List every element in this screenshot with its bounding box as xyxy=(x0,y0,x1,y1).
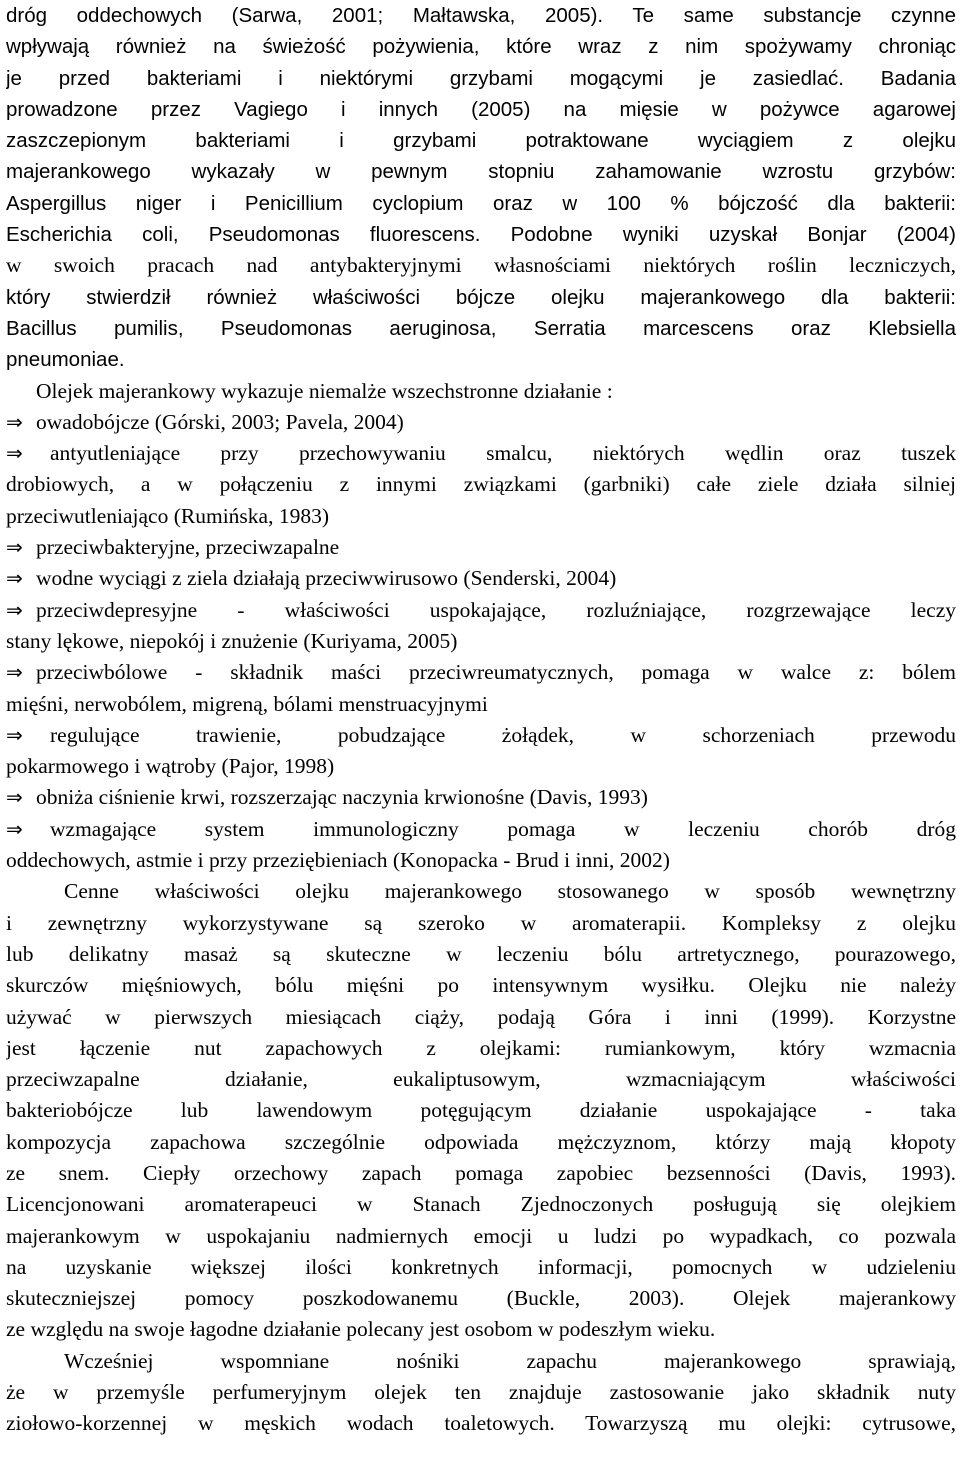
bullet-line xyxy=(6,438,956,469)
text-line xyxy=(6,1127,956,1158)
text-line xyxy=(6,1346,956,1377)
double-arrow-icon: ⇒ xyxy=(6,535,23,560)
line-text: owadobójcze (Górski, 2003; Pavela, 2004) xyxy=(36,409,404,434)
text-line xyxy=(6,1252,956,1283)
line-text: prowadzone przez Vagiego i innych (2005) na mięsie w pożywce agarowej xyxy=(6,97,956,121)
text-line xyxy=(6,219,956,250)
text-line xyxy=(6,751,956,782)
text-line xyxy=(6,344,956,375)
line-text: Olejek majerankowy wykazuje niemalże wszechstronne działanie : xyxy=(36,378,613,403)
double-arrow-icon: ⇒ xyxy=(6,566,23,591)
text-line xyxy=(6,876,956,907)
line-text: używać w pierwszych miesiącach ciąży, podają Góra i inni (1999). Korzystne xyxy=(6,1004,956,1029)
text-line xyxy=(6,188,956,219)
line-text: przeciwdepresyjne - właściwości uspokajające, rozluźniające, rozgrzewające leczy xyxy=(36,597,956,622)
line-text: pokarmowego i wątroby (Pajor, 1998) xyxy=(6,754,335,779)
line-text: dróg oddechowych (Sarwa, 2001; Małtawska, 2005). Te same substancje czynne xyxy=(6,4,956,27)
text-line xyxy=(6,156,956,187)
text-line xyxy=(6,970,956,1001)
line-text: przeciwzapalne działanie, eukaliptusowym, wzmacniającym właściwości xyxy=(6,1067,956,1092)
double-arrow-icon: ⇒ xyxy=(6,441,23,466)
text-line xyxy=(6,313,956,344)
line-text: Cenne właściwości olejku majerankowego stosowanego w sposób wewnętrzny xyxy=(64,879,956,904)
text-line xyxy=(6,1158,956,1189)
double-arrow-icon: ⇒ xyxy=(6,722,23,747)
line-text: jest łączenie nut zapachowych z olejkami: rumiankowym, który wzmacnia xyxy=(6,1035,956,1060)
text-line xyxy=(6,125,956,156)
text-line xyxy=(6,689,956,720)
line-text: i zewnętrzny wykorzystywane są szeroko w aromaterapii. Kompleksy z olejku xyxy=(6,910,956,935)
line-text: antyutleniające przy przechowywaniu smalcu, niektórych wędlin oraz tuszek xyxy=(50,441,956,466)
line-text: skuteczniejszej pomocy poszkodowanemu (Buckle, 2003). Olejek majerankowy xyxy=(6,1286,956,1311)
bullet-line xyxy=(6,563,956,594)
line-text: w swoich pracach nad antybakteryjnymi własnościami niektórych roślin leczniczych, xyxy=(6,253,956,278)
line-text: majerankowym w uspokajaniu nadmiernych emocji u ludzi po wypadkach, co pozwala xyxy=(6,1223,956,1248)
text-line xyxy=(6,1189,956,1220)
bullet-line xyxy=(6,532,956,563)
line-text: że w przemyśle perfumeryjnym olejek ten znajduje zastosowanie jako składnik nuty xyxy=(6,1380,956,1405)
double-arrow-icon: ⇒ xyxy=(6,816,23,841)
line-text: regulujące trawienie, pobudzające żołądek, w schorzeniach przewodu xyxy=(50,722,956,747)
line-text: Wcześniej wspomniane nośniki zapachu majerankowego sprawiają, xyxy=(64,1348,956,1373)
line-text: na uzyskanie większej ilości konkretnych informacji, pomocnych w udzieleniu xyxy=(6,1254,956,1279)
text-line xyxy=(6,250,956,281)
double-arrow-icon: ⇒ xyxy=(6,660,23,685)
line-text: obniża ciśnienie krwi, rozszerzając naczynia krwionośne (Davis, 1993) xyxy=(36,785,648,810)
double-arrow-icon: ⇒ xyxy=(6,785,23,810)
line-text: przeciwbólowe - składnik maści przeciwreumatycznych, pomaga w walce z: bólem xyxy=(36,660,956,685)
bullet-line xyxy=(6,814,956,845)
line-text: pneumoniae. xyxy=(6,348,125,372)
text-line xyxy=(6,1095,956,1126)
line-text: Escherichia coli, Pseudomonas fluorescens. Podobne wyniki uzyskał Bonjar (2004) xyxy=(6,223,956,247)
text-line xyxy=(6,1221,956,1252)
text-line xyxy=(6,0,956,31)
line-text: ze względu na swoje łagodne działanie polecany jest osobom w podeszłym wieku. xyxy=(6,1317,716,1342)
text-line xyxy=(6,1408,956,1439)
text-line xyxy=(6,63,956,94)
bullet-line xyxy=(6,657,956,688)
text-line xyxy=(6,1033,956,1064)
line-text: skurczów mięśniowych, bólu mięśni po intensywnym wysiłku. Olejku nie należy xyxy=(6,973,956,998)
text-line xyxy=(6,1314,956,1345)
line-text: wzmagające system immunologiczny pomaga w leczeniu chorób dróg xyxy=(50,816,956,841)
line-text: wodne wyciągi z ziela działają przeciwwirusowo (Senderski, 2004) xyxy=(36,566,617,591)
text-line xyxy=(6,1064,956,1095)
bullet-line xyxy=(6,720,956,751)
text-line xyxy=(6,469,956,500)
line-text: przeciwbakteryjne, przeciwzapalne xyxy=(36,535,340,560)
text-line xyxy=(6,626,956,657)
line-text: bakteriobójcze lub lawendowym potęgującym działanie uspokajające - taka xyxy=(6,1098,956,1123)
text-line xyxy=(6,501,956,532)
line-text: który stwierdził również właściwości bójcze olejku majerankowego dla bakterii: xyxy=(6,285,956,309)
line-text: je przed bakteriami i niektórymi grzybami mogącymi je zasiedlać. Badania xyxy=(6,66,956,90)
double-arrow-icon: ⇒ xyxy=(6,409,23,434)
bullet-line xyxy=(6,407,956,438)
text-line xyxy=(6,31,956,62)
document-page xyxy=(6,0,956,1440)
bullet-line xyxy=(6,595,956,626)
line-text: Aspergillus niger i Penicillium cyclopium oraz w 100 % bójczość dla bakterii: xyxy=(6,191,956,215)
line-text: stany lękowe, niepokój i znużenie (Kuriyama, 2005) xyxy=(6,628,458,653)
line-text: kompozycja zapachowa szczególnie odpowiada mężczyznom, którzy mają kłopoty xyxy=(6,1129,956,1154)
line-text: przeciwutleniająco (Rumińska, 1983) xyxy=(6,503,329,528)
line-text: ze snem. Ciepły orzechowy zapach pomaga zapobiec bezsenności (Davis, 1993). xyxy=(6,1160,956,1185)
line-text: ziołowo-korzennej w męskich wodach toaletowych. Towarzyszą mu olejki: cytrusowe, xyxy=(6,1411,956,1436)
text-line xyxy=(6,376,956,407)
bullet-line xyxy=(6,782,956,813)
double-arrow-icon: ⇒ xyxy=(6,597,23,622)
text-line xyxy=(6,282,956,313)
text-line xyxy=(6,1283,956,1314)
line-text: majerankowego wykazały w pewnym stopniu zahamowanie wzrostu grzybów: xyxy=(6,160,956,184)
line-text: mięśni, nerwobólem, migreną, bólami menstruacyjnymi xyxy=(6,691,488,716)
text-line xyxy=(6,1377,956,1408)
line-text: lub delikatny masaż są skuteczne w leczeniu bólu artretycznego, pourazowego, xyxy=(6,941,956,966)
text-line xyxy=(6,939,956,970)
line-text: Bacillus pumilis, Pseudomonas aeruginosa, Serratia marcescens oraz Klebsiella xyxy=(6,316,956,340)
line-text: wpływają również na świeżość pożywienia, które wraz z nim spożywamy chroniąc xyxy=(6,35,956,59)
text-line xyxy=(6,908,956,939)
text-line xyxy=(6,94,956,125)
line-text: Licencjonowani aromaterapeuci w Stanach Zjednoczonych posługują się olejkiem xyxy=(6,1192,956,1217)
text-line xyxy=(6,845,956,876)
line-text: oddechowych, astmie i przy przeziębieniach (Konopacka - Brud i inni, 2002) xyxy=(6,848,670,873)
line-text: drobiowych, a w połączeniu z innymi związkami (garbniki) całe ziele działa silniej xyxy=(6,472,956,497)
line-text: zaszczepionym bakteriami i grzybami potraktowane wyciągiem z olejku xyxy=(6,129,956,153)
text-line xyxy=(6,1002,956,1033)
